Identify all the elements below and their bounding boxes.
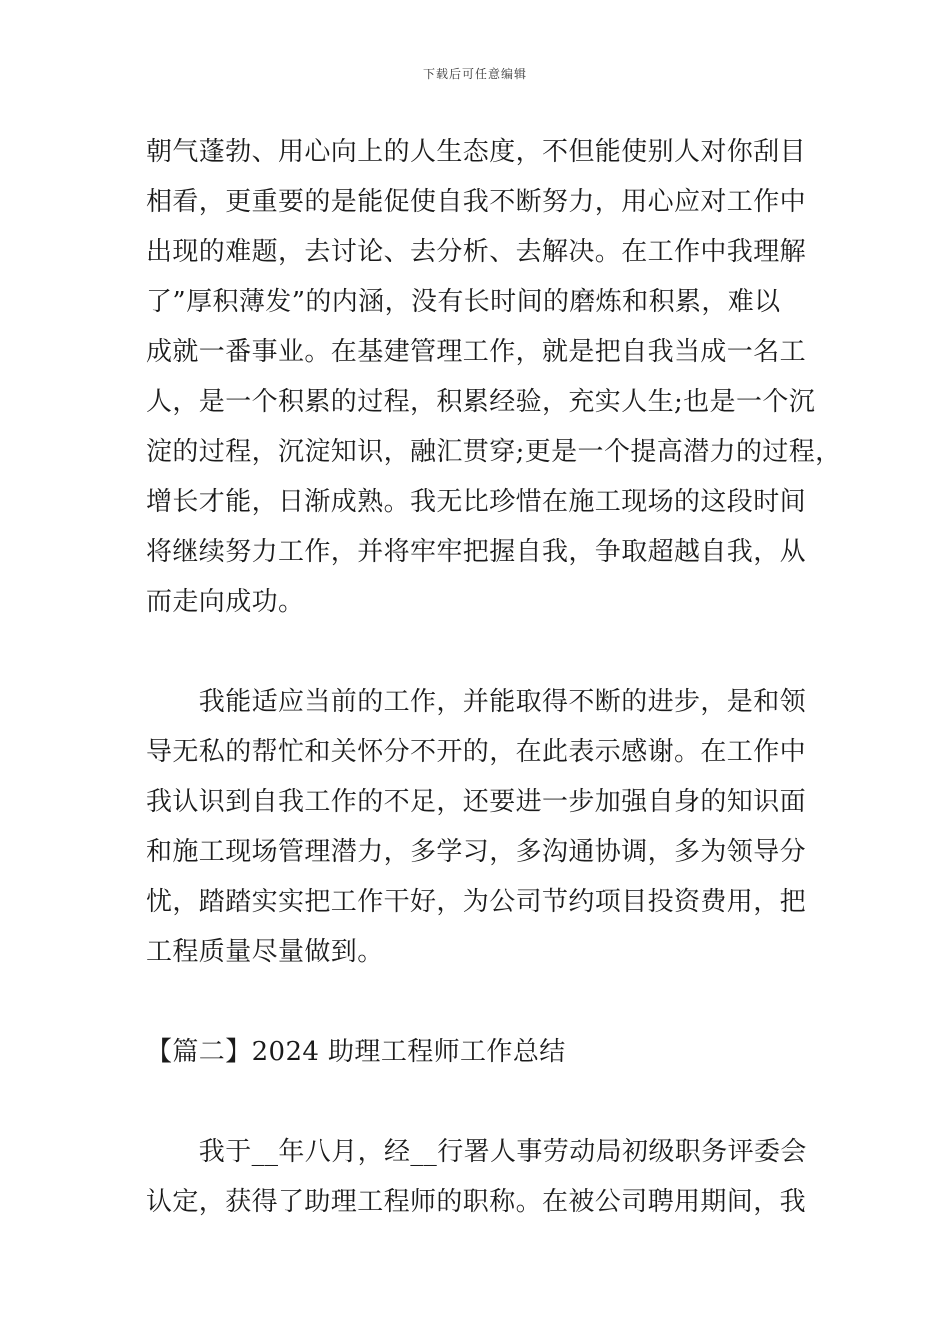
text-line: 将继续努力工作，并将牢牢把握自我，争取超越自我，从 [146,537,807,567]
section-heading: 【篇二】2024 助理工程师工作总结 [146,1037,566,1067]
text-line: 了”厚积薄发”的内涵，没有长时间的磨炼和积累，难以 [146,287,781,317]
blank-line [146,1077,826,1127]
blank-line [146,977,826,1027]
text-line: 认定，获得了助理工程师的职称。在被公司聘用期间，我 [146,1187,807,1217]
text-line: 而走向成功。 [146,587,305,617]
text-line: 我于__年八月，经__行署人事劳动局初级职务评委会 [146,1137,807,1167]
text-line: 相看，更重要的是能促使自我不断努力，用心应对工作中 [146,187,807,217]
text-line: 成就一番事业。在基建管理工作，就是把自我当成一名工 [146,337,807,367]
text-line: 忧，踏踏实实把工作干好，为公司节约项目投资费用，把 [146,887,807,917]
text-line: 增长才能，日渐成熟。我无比珍惜在施工现场的这段时间 [146,487,807,517]
text-line: 导无私的帮忙和关怀分不开的，在此表示感谢。在工作中 [146,737,807,767]
text-line: 我能适应当前的工作，并能取得不断的进步，是和领 [146,687,807,717]
document-body [146,127,842,1227]
text-line: 朝气蓬勃、用心向上的人生态度，不但能使别人对你刮目 [146,137,807,167]
text-line: 淀的过程，沉淀知识，融汇贯穿;更是一个提高潜力的过程， [146,437,842,467]
text-line: 人，是一个积累的过程，积累经验，充实人生;也是一个沉 [146,387,816,417]
text-line: 出现的难题，去讨论、去分析、去解决。在工作中我理解 [146,237,807,267]
text-line: 和施工现场管理潜力，多学习，多沟通协调，多为领导分 [146,837,807,867]
blank-line [146,627,826,677]
header-note: 下载后可任意编辑 [422,67,527,81]
text-line: 工程质量尽量做到。 [146,937,384,967]
text-line: 我认识到自我工作的不足，还要进一步加强自身的知识面 [146,787,807,817]
